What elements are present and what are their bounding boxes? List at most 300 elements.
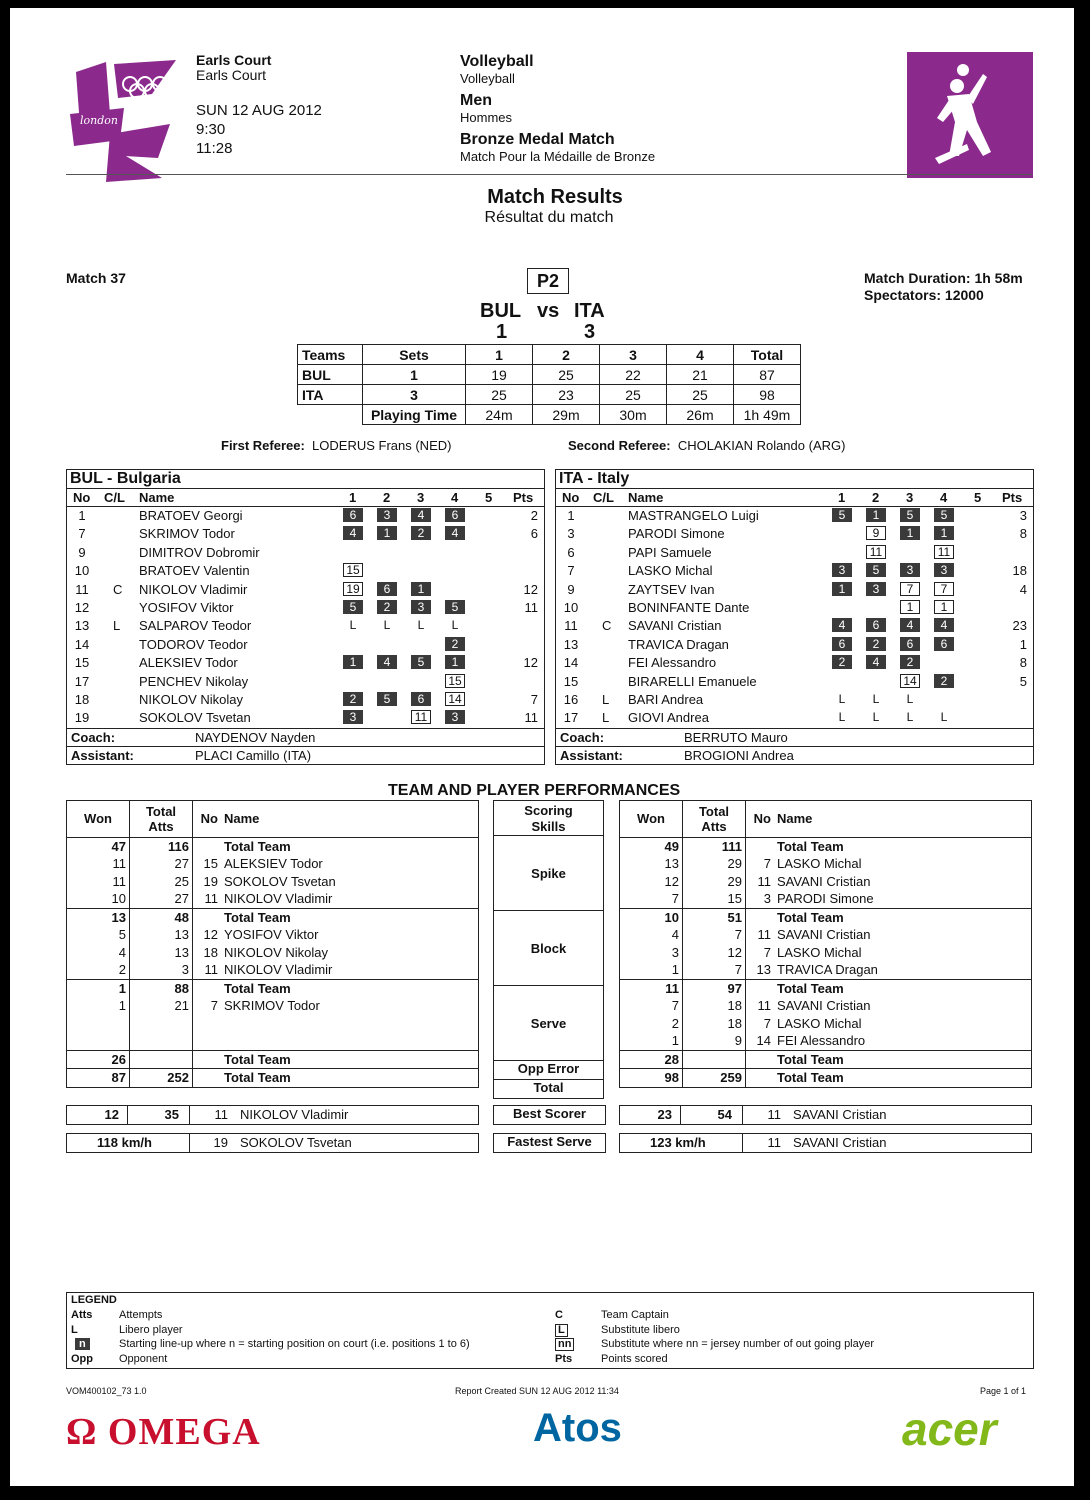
perf-atts: 51 — [683, 908, 746, 926]
player-name: SAVANI Cristian — [628, 618, 722, 634]
perf-won: 1 — [67, 979, 130, 997]
player-name: FEI Alessandro — [628, 655, 717, 671]
player-row — [556, 654, 1033, 672]
perf-name: LASKO Michal — [777, 1015, 862, 1031]
time-cell: 24m — [466, 405, 533, 425]
perf-no: 13 — [756, 962, 771, 978]
set-1-cell: 6 — [343, 508, 363, 522]
ita-roster-title: ITA - Italy — [556, 470, 1033, 489]
player-no: 9 — [567, 581, 575, 597]
perf-no: 7 — [210, 998, 218, 1014]
player-row — [67, 525, 544, 543]
second-referee-name: CHOLAKIAN Rolando (ARG) — [677, 438, 846, 453]
perf-won: 11 — [67, 873, 130, 891]
legend-key: nn — [555, 1338, 574, 1351]
set-3-cell: 1 — [900, 526, 920, 540]
set-1-cell: 5 — [343, 600, 363, 614]
set-2-cell: 2 — [377, 600, 397, 614]
perf-atts: 15 — [683, 890, 746, 908]
perf-no: 11 — [757, 873, 771, 889]
perf-row — [67, 890, 478, 908]
fastest-serve-label: Fastest Serve — [493, 1133, 606, 1153]
set-2-cell: 2 — [866, 637, 886, 651]
total-cell: 87 — [734, 365, 801, 385]
col-header: 1 — [466, 345, 533, 365]
second-referee-label: Second Referee: — [568, 438, 671, 453]
set-4-cell: L — [451, 618, 459, 633]
ita-perf-rows — [620, 837, 1031, 1087]
coach-name: BERRUTO Mauro — [684, 729, 788, 745]
set-2-cell: 5 — [866, 563, 886, 577]
assistant-name: PLACI Camillo (ITA) — [195, 747, 312, 763]
bul-assistant-row — [67, 746, 544, 764]
perf-name: NIKOLOV Vladimir — [224, 891, 333, 907]
perf-row — [620, 908, 1031, 926]
ita-performance-table — [619, 800, 1032, 1088]
score-cell: 19 — [466, 365, 533, 385]
scoring-skills-column — [493, 800, 604, 1099]
perf-atts: 27 — [130, 890, 193, 908]
perf-no: 12 — [203, 927, 218, 943]
legend-value: Points scored — [601, 1352, 668, 1365]
player-pts: 4 — [1019, 581, 1027, 597]
player-row — [556, 581, 1033, 599]
legend-value: Opponent — [119, 1352, 168, 1365]
set-4-cell: 1 — [934, 600, 954, 614]
assistant-label: Assistant: — [560, 747, 623, 763]
bul-perf-rows — [67, 837, 478, 1087]
gender-title: Men — [460, 92, 492, 109]
hdr-total-atts — [130, 801, 193, 837]
report-code: VOM400102_73 1.0 — [66, 1386, 147, 1396]
player-cl: L — [602, 710, 610, 726]
perf-atts: 88 — [130, 979, 193, 997]
perf-name: NIKOLOV Nikolay — [224, 944, 329, 960]
perf-row — [620, 1015, 1031, 1033]
set-4-cell: 2 — [445, 637, 465, 651]
hdr-no: No — [73, 490, 91, 505]
perf-row — [620, 961, 1031, 979]
set-3-cell: 7 — [900, 582, 920, 596]
london-2012-logo — [66, 54, 186, 184]
set-4-cell: 6 — [934, 637, 954, 651]
pool-badge: P2 — [527, 268, 569, 294]
player-row — [556, 507, 1033, 525]
set-4-cell: 11 — [934, 545, 954, 559]
best-no: 11 — [767, 1107, 781, 1122]
document-page — [10, 8, 1074, 1486]
set-2-cell: 5 — [377, 692, 397, 706]
perf-won: 11 — [620, 979, 683, 997]
player-no: 1 — [78, 508, 86, 523]
player-no: 11 — [75, 581, 89, 597]
legend-key: Opp — [71, 1352, 93, 1365]
perf-atts: 48 — [130, 908, 193, 926]
fast-name: SOKOLOV Tsvetan — [240, 1135, 352, 1150]
perf-name: Total Team — [777, 1051, 844, 1067]
perf-no — [193, 1050, 222, 1069]
hdr-set1: 1 — [349, 490, 357, 505]
legend-value: Libero player — [119, 1323, 183, 1336]
perf-atts: 7 — [683, 926, 746, 944]
set-4-cell: 2 — [934, 674, 954, 688]
player-pts: 8 — [1019, 655, 1027, 671]
set-3-cell: 4 — [411, 508, 431, 522]
team-cell: BUL — [298, 365, 363, 385]
fast-no: 19 — [213, 1135, 228, 1150]
coach-label: Coach: — [560, 729, 605, 745]
player-row — [556, 562, 1033, 580]
perf-no: 19 — [203, 873, 218, 889]
hdr-set4: 4 — [940, 490, 948, 505]
first-referee-name: LODERUS Frans (NED) — [312, 438, 452, 453]
perf-row — [620, 926, 1031, 944]
perf-won: 4 — [620, 926, 683, 944]
player-row — [67, 673, 544, 691]
score-cell: 22 — [600, 365, 667, 385]
perf-no: 7 — [763, 1015, 771, 1031]
perf-name: Total Team — [224, 909, 291, 925]
perf-atts: 29 — [683, 855, 746, 873]
home-team-code: BUL — [480, 300, 522, 322]
perf-no — [193, 837, 222, 855]
score-cell: 25 — [667, 385, 734, 405]
skill-spike: Spike — [493, 836, 604, 911]
roster-header — [556, 489, 1033, 507]
set-1-cell: 4 — [832, 618, 852, 632]
perf-no: 11 — [757, 927, 771, 943]
player-no: 7 — [567, 563, 575, 579]
bul-best-scorer — [66, 1105, 479, 1125]
perf-name: Total Team — [777, 909, 844, 925]
player-name: BRATOEV Valentin — [139, 563, 250, 579]
best-no: 11 — [214, 1107, 228, 1122]
ita-assistant-row — [556, 746, 1033, 764]
player-row — [67, 581, 544, 599]
score-cell: 23 — [533, 385, 600, 405]
perf-name: Total Team — [777, 838, 844, 854]
player-row — [556, 636, 1033, 654]
set-2-cell: 3 — [377, 508, 397, 522]
fast-no: 11 — [767, 1135, 781, 1150]
perf-row — [620, 1069, 1031, 1087]
legend-value: Attempts — [119, 1309, 163, 1321]
perf-row — [67, 873, 478, 891]
set-1-cell: 3 — [343, 710, 363, 724]
hdr-name: Name — [139, 490, 175, 505]
perf-atts: 116 — [130, 837, 193, 855]
hdr-set3: 3 — [906, 490, 914, 505]
set-2-cell: L — [872, 691, 880, 706]
player-pts: 7 — [530, 691, 538, 707]
set-1-cell: 6 — [832, 637, 852, 651]
perf-name: Total Team — [224, 1051, 291, 1067]
first-referee — [221, 438, 451, 453]
perf-won: 10 — [67, 890, 130, 908]
player-pts: 11 — [524, 599, 538, 615]
perf-won: 12 — [620, 873, 683, 891]
bul-roster-title: BUL - Bulgaria — [67, 470, 544, 489]
skill-total: Total — [493, 1080, 604, 1099]
player-name: TODOROV Teodor — [139, 636, 248, 652]
player-pts: 6 — [530, 526, 538, 542]
hdr-total: Total — [698, 803, 730, 819]
assistant-name: BROGIONI Andrea — [684, 747, 794, 763]
ita-coach-row — [556, 728, 1033, 746]
legend-key: L — [555, 1324, 568, 1337]
player-no: 7 — [78, 526, 86, 542]
volleyball-pictogram-icon — [907, 52, 1033, 178]
perf-no — [746, 1050, 775, 1069]
fast-speed: 123 km/h — [650, 1135, 706, 1150]
player-name: GIOVI Andrea — [628, 710, 709, 726]
perf-no — [193, 908, 222, 926]
perf-atts: 21 — [130, 997, 193, 1015]
hdr-atts: Atts — [148, 818, 174, 834]
perf-won: 98 — [620, 1069, 683, 1087]
player-pts: 2 — [530, 508, 538, 523]
set-3-cell: 2 — [411, 526, 431, 540]
player-row — [67, 507, 544, 525]
best-scorer-label: Best Scorer — [493, 1105, 606, 1125]
col-header: 2 — [533, 345, 600, 365]
playing-time-label: Playing Time — [363, 405, 466, 425]
set-2-cell: 9 — [866, 526, 886, 540]
skill-block: Block — [493, 911, 604, 986]
perf-atts: 97 — [683, 979, 746, 997]
roster-header — [67, 489, 544, 507]
score-cell: 25 — [466, 385, 533, 405]
player-no: 13 — [563, 636, 579, 652]
player-no: 9 — [78, 544, 86, 560]
player-name: PENCHEV Nikolay — [139, 673, 249, 689]
hdr-set4: 4 — [451, 490, 459, 505]
player-row — [556, 525, 1033, 543]
perf-no — [746, 908, 775, 926]
set-3-cell: 3 — [411, 600, 431, 614]
perf-row — [620, 873, 1031, 891]
set-3-cell: 1 — [900, 600, 920, 614]
perf-won: 3 — [620, 944, 683, 962]
coach-name: NAYDENOV Nayden — [195, 729, 316, 745]
perf-no: 3 — [763, 891, 771, 907]
player-no: 10 — [74, 563, 90, 579]
bul-fastest-serve — [66, 1133, 479, 1153]
bul-player-rows — [67, 507, 544, 728]
player-name: BONINFANTE Dante — [628, 599, 750, 615]
event-title-fr: Match Pour la Médaille de Bronze — [460, 149, 656, 164]
perf-atts: 18 — [683, 1015, 746, 1033]
perf-name: ALEKSIEV Todor — [224, 856, 323, 872]
set-1-cell: 2 — [343, 692, 363, 706]
venue: Earls Court — [196, 52, 272, 68]
perf-row — [620, 890, 1031, 908]
perf-row — [67, 979, 478, 997]
set-4-cell: 3 — [934, 563, 954, 577]
set-1-cell: 5 — [832, 508, 852, 522]
perf-row — [620, 837, 1031, 855]
set-3-cell: 11 — [411, 710, 431, 724]
match-duration: Match Duration: 1h 58m — [864, 270, 1023, 286]
player-name: BIRARELLI Emanuele — [628, 673, 757, 689]
performances-title: TEAM AND PLAYER PERFORMANCES — [388, 782, 681, 799]
total-cell: 98 — [734, 385, 801, 405]
time-cell: 1h 49m — [734, 405, 801, 425]
second-referee — [568, 438, 845, 453]
player-no: 15 — [74, 655, 90, 671]
set-1-cell: 4 — [343, 526, 363, 540]
page-number: Page 1 of 1 — [980, 1386, 1027, 1396]
player-name: NIKOLOV Vladimir — [139, 581, 248, 597]
perf-row — [67, 926, 478, 944]
page-title: Match Results — [487, 186, 623, 208]
perf-won: 2 — [67, 961, 130, 979]
fast-speed: 118 km/h — [97, 1135, 152, 1150]
skills-hdr-2: Skills — [531, 819, 566, 834]
set-3-cell: 14 — [900, 674, 920, 688]
perf-won: 1 — [620, 961, 683, 979]
perf-no — [193, 1069, 222, 1087]
perf-atts: 29 — [683, 873, 746, 891]
perf-row — [67, 1050, 478, 1069]
perf-name: TRAVICA Dragan — [777, 962, 878, 978]
player-no: 16 — [563, 691, 579, 707]
perf-atts — [130, 1050, 193, 1069]
set-4-cell: 5 — [934, 508, 954, 522]
hdr-set2: 2 — [383, 490, 391, 505]
acer-logo: acer — [902, 1403, 997, 1455]
perf-row — [620, 944, 1031, 962]
legend-key: C — [555, 1309, 563, 1321]
player-row — [67, 709, 544, 727]
player-pts: 3 — [1019, 508, 1027, 523]
perf-atts: 9 — [683, 1032, 746, 1050]
player-name: ZAYTSEV Ivan — [628, 581, 715, 597]
player-row — [67, 562, 544, 580]
set-4-cell: 6 — [445, 508, 465, 522]
set-2-cell: 4 — [377, 655, 397, 669]
set-1-cell: L — [838, 691, 846, 706]
legend-value: Substitute libero — [601, 1323, 680, 1336]
perf-atts: 3 — [130, 961, 193, 979]
perf-name — [221, 1015, 478, 1033]
perf-no: 11 — [204, 962, 218, 978]
perf-row — [67, 837, 478, 855]
legend-key: Pts — [555, 1352, 573, 1365]
set-3-cell: 6 — [900, 637, 920, 651]
player-cl: L — [113, 618, 121, 634]
hdr-set5: 5 — [485, 490, 493, 505]
perf-row — [620, 1050, 1031, 1069]
legend-value: Team Captain — [601, 1309, 669, 1321]
perf-won: 13 — [620, 855, 683, 873]
event-title: Bronze Medal Match — [460, 131, 615, 148]
player-name: SOKOLOV Tsvetan — [139, 710, 251, 726]
best-name: SAVANI Cristian — [793, 1107, 887, 1122]
perf-atts: 252 — [130, 1069, 193, 1087]
perf-atts: 7 — [683, 961, 746, 979]
player-pts: 12 — [523, 655, 538, 671]
player-pts: 12 — [523, 581, 538, 597]
time-cell: 30m — [600, 405, 667, 425]
hdr-won: Won — [67, 801, 130, 837]
perf-atts: 13 — [130, 926, 193, 944]
set-2-cell: 1 — [866, 508, 886, 522]
perf-won: 26 — [67, 1050, 130, 1069]
player-no: 1 — [567, 508, 575, 523]
legend-title: LEGEND — [71, 1294, 117, 1306]
perf-no — [193, 979, 222, 997]
empty-cell — [298, 405, 363, 425]
perf-atts: 13 — [130, 944, 193, 962]
set-4-cell: L — [940, 710, 948, 725]
set-1-cell: 1 — [832, 582, 852, 596]
perf-name: SOKOLOV Tsvetan — [224, 873, 336, 889]
hdr-no: No — [562, 490, 580, 505]
score-cell: 25 — [533, 365, 600, 385]
perf-row — [67, 961, 478, 979]
player-pts: 18 — [1012, 563, 1027, 579]
perf-name: Total Team — [224, 838, 291, 854]
score-cell: 25 — [600, 385, 667, 405]
perf-name: LASKO Michal — [777, 944, 862, 960]
perf-name: PARODI Simone — [777, 891, 874, 907]
set-3-cell: 5 — [411, 655, 431, 669]
hdr-set3: 3 — [417, 490, 425, 505]
perf-row — [620, 1032, 1031, 1050]
perf-won: 1 — [620, 1032, 683, 1050]
set-3-cell: 6 — [411, 692, 431, 706]
team-cell: ITA — [298, 385, 363, 405]
hdr-no: No — [200, 811, 218, 827]
player-row — [556, 673, 1033, 691]
perf-atts — [683, 1050, 746, 1069]
home-sets-won: 1 — [496, 321, 508, 343]
set-1-cell: 19 — [343, 582, 363, 596]
perf-name: LASKO Michal — [777, 856, 862, 872]
perf-name: SAVANI Cristian — [777, 998, 871, 1014]
set-3-cell: L — [906, 691, 914, 706]
perf-row — [67, 1069, 478, 1087]
perf-no: 7 — [763, 944, 771, 960]
perf-name: NIKOLOV Vladimir — [224, 962, 333, 978]
sets-score-table — [297, 344, 801, 425]
player-name: YOSIFOV Viktor — [139, 599, 234, 615]
set-2-cell: 11 — [866, 545, 886, 559]
player-cl: C — [113, 581, 123, 597]
perf-row — [67, 1015, 478, 1033]
set-1-cell: 3 — [832, 563, 852, 577]
hdr-set5: 5 — [974, 490, 982, 505]
perf-name: Total Team — [224, 980, 291, 996]
skill-serve: Serve — [493, 986, 604, 1061]
perf-no: 18 — [203, 944, 218, 960]
player-name: BARI Andrea — [628, 691, 704, 707]
set-4-cell: 4 — [934, 618, 954, 632]
atos-logo: Atos — [533, 1406, 622, 1450]
player-name: MASTRANGELO Luigi — [628, 508, 759, 523]
perf-no: 14 — [756, 1033, 771, 1049]
player-name: PAPI Samuele — [628, 544, 712, 560]
perf-no — [746, 837, 775, 855]
player-name: SKRIMOV Todor — [139, 526, 235, 542]
player-no: 14 — [563, 655, 579, 671]
best-name: NIKOLOV Vladimir — [240, 1107, 349, 1122]
vs-label: vs — [537, 300, 560, 322]
legend-box — [66, 1292, 1034, 1369]
hdr-no: No — [753, 811, 771, 827]
set-2-cell: L — [383, 618, 391, 633]
